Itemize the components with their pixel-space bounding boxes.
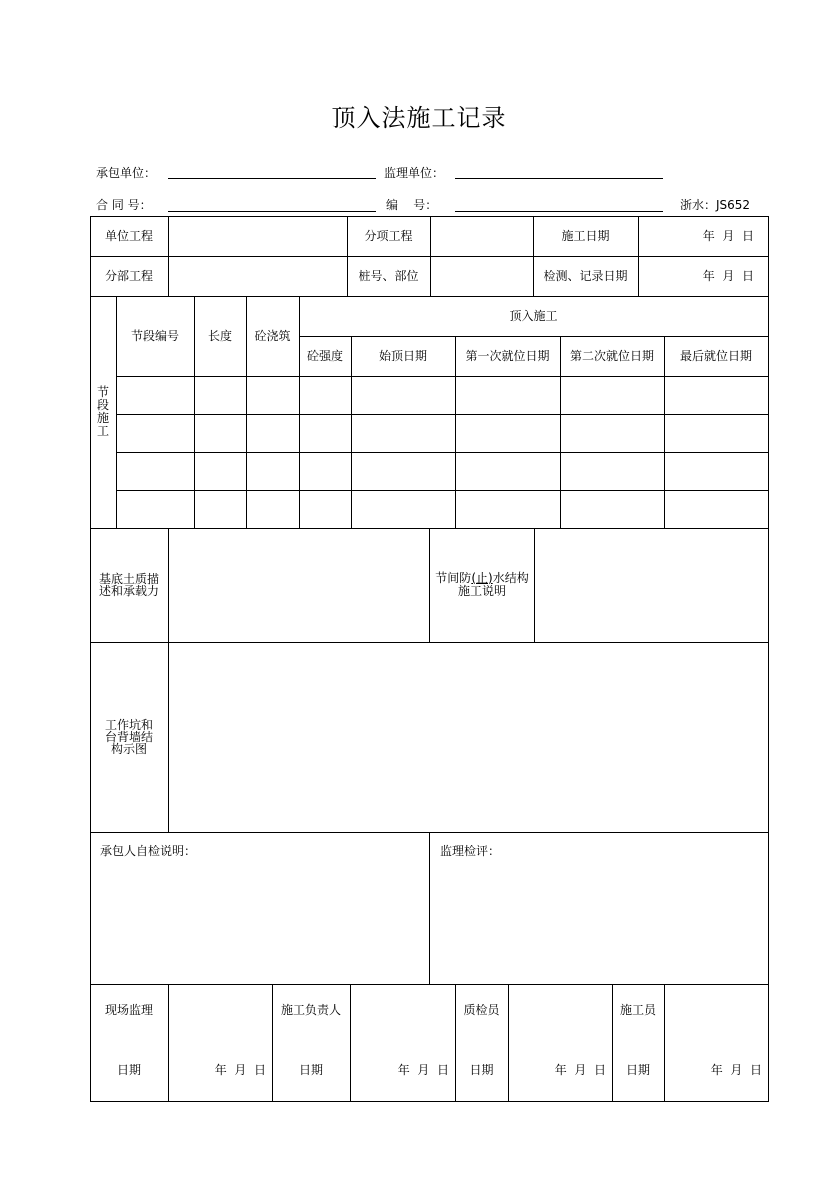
site-supervisor-date-label: 日期 (116, 1063, 141, 1077)
construction-leader-date-label: 日期 (298, 1063, 323, 1077)
soil-description-label: 基底土质描述和承载力 (98, 572, 159, 598)
quality-inspector-date-value[interactable]: 年 月 日 (554, 1063, 606, 1077)
joint-label-part1: 节间防 (435, 571, 472, 585)
supervisor-label: 监理单位： (384, 166, 445, 180)
segment-side-label: 节段施工 (96, 385, 109, 438)
constructor-date-value[interactable]: 年 月 日 (710, 1063, 762, 1077)
quality-inspector-date-label: 日期 (469, 1063, 494, 1077)
soil-description-input[interactable] (168, 528, 429, 642)
quality-inspector-label: 质检员 (463, 1003, 500, 1017)
contractor-self-check-label: 承包人自检说明： (100, 844, 197, 858)
constructor-date-label: 日期 (625, 1063, 650, 1077)
col-second-position-date: 第二次就位日期 (569, 349, 654, 363)
group-jacking: 顶入施工 (509, 309, 558, 323)
pile-location-input[interactable] (430, 256, 533, 296)
contractor-label: 承包单位： (96, 166, 157, 180)
division-project-label: 分部工程 (104, 269, 153, 283)
sub-item-project-input[interactable] (430, 216, 533, 256)
joint-waterproof-label (432, 528, 532, 642)
col-last-position-date: 最后就位日期 (679, 349, 752, 363)
contract-no-label: 合 同 号： (96, 198, 152, 212)
test-record-date-value[interactable]: 年 月 日 (702, 269, 754, 283)
construction-leader-date-value[interactable]: 年 月 日 (397, 1063, 449, 1077)
page-title: 顶入法施工记录 (331, 104, 507, 132)
joint-label-part2: (止) (471, 571, 493, 585)
construction-leader-label: 施工负责人 (280, 1003, 341, 1017)
col-strength: 砼强度 (306, 349, 343, 363)
col-segment-no: 节段编号 (130, 329, 179, 343)
col-start-date: 始顶日期 (378, 349, 427, 363)
construction-date-value[interactable]: 年 月 日 (702, 229, 754, 243)
pit-wall-diagram-label: 工作坑和台背墙结构示图 (104, 718, 153, 756)
form-code: 浙水：JS652 (680, 198, 751, 212)
col-pouring: 砼浇筑 (254, 329, 291, 343)
division-project-input[interactable] (168, 256, 347, 296)
site-supervisor-label: 现场监理 (104, 1003, 153, 1017)
construction-date-label: 施工日期 (561, 229, 610, 243)
serial-label: 编 号： (386, 198, 438, 212)
col-length: 长度 (207, 329, 232, 343)
col-first-position-date: 第一次就位日期 (465, 349, 550, 363)
pile-location-label: 桩号、部位 (358, 269, 419, 283)
unit-project-input[interactable] (168, 216, 347, 256)
site-supervisor-date-value[interactable]: 年 月 日 (214, 1063, 266, 1077)
sub-item-project-label: 分项工程 (364, 229, 413, 243)
joint-waterproof-input[interactable] (534, 528, 768, 642)
joint-label-part3: 水结构施工说明 (457, 571, 529, 598)
constructor-label: 施工员 (619, 1003, 656, 1017)
test-record-date-label: 检测、记录日期 (543, 269, 628, 283)
unit-project-label: 单位工程 (104, 229, 153, 243)
pit-wall-diagram-area[interactable] (168, 642, 768, 832)
supervisor-review-label: 监理检评： (440, 844, 501, 858)
